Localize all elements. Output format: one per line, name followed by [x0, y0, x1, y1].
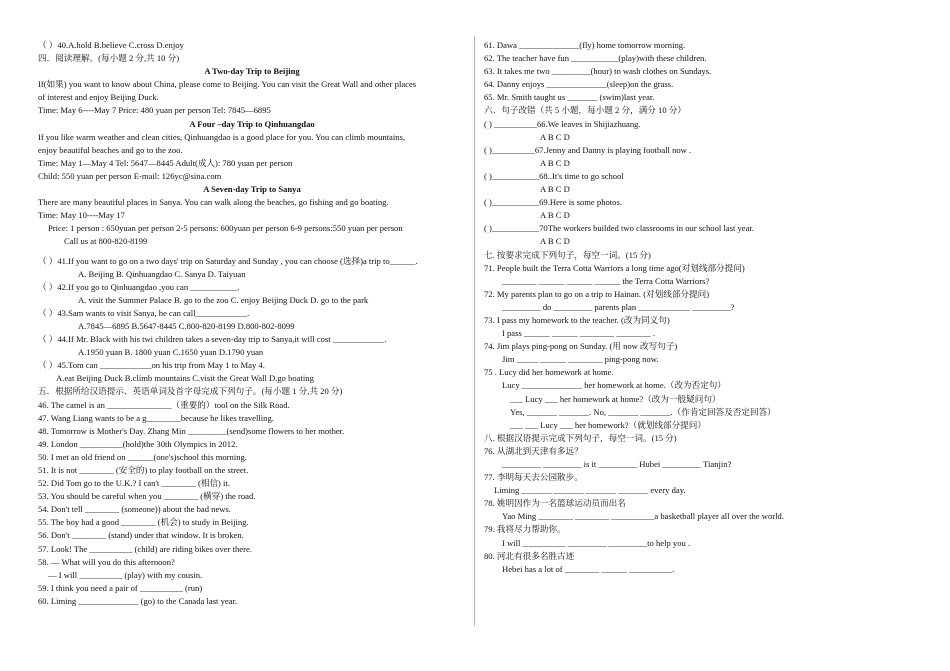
text-line: Time: May 10----May 17 — [38, 210, 125, 221]
text-line: ( )___________68..It's time to go school — [484, 170, 624, 181]
text-line: Liming _______ _______ _______ _______ every day. — [494, 485, 686, 496]
text-line: 48. Tomorrow is Mother's Day. Zhang Min _________(send)some flowers to her mother. — [38, 425, 345, 436]
text-line: 73. I pass my homework to the teacher. (改为同义句) — [484, 314, 670, 325]
text-line: A. visit the Summer Palace B. go to the zoo C. enjoy Beijing Duck D. go to the park — [78, 294, 369, 305]
text-line: A B C D — [540, 236, 570, 247]
text-line: 47. Wang Liang wants to be a g________because he likes travelling. — [38, 412, 274, 423]
passage-title: A Four –day Trip to Qinhuangdao — [189, 118, 315, 129]
text-line: 74. Jim plays ping-pong on Sunday. (用 now 改写句子) — [484, 341, 678, 352]
text-line: 八. 根据汉语提示完成下列句子，每空一词。(15 分) — [484, 432, 677, 443]
text-line: There are many beautiful places in Sanya. You can walk along the beaches, go fishing and go boating. — [38, 197, 389, 208]
text-line: （ ）40.A.hold B.believe C.cross D.enjoy — [38, 40, 184, 50]
text-line: 50. I met an old friend on ______(one's)school this morning. — [38, 451, 247, 462]
text-line: 77. 李明每天去公园散步。 — [484, 472, 583, 483]
text-line: 72. My parents plan to go on a trip to Hainan. (对划线部分提问) — [484, 288, 710, 299]
text-line: Yes, _______ _______. No, _______ _______.（作肯定回答及否定回答） — [510, 406, 776, 417]
text-line: A. Beijing B. Qinhuangdao C. Sanya D. Taiyuan — [78, 268, 246, 279]
text-line: A.1950 yuan B. 1800 yuan C.1650 yuan D.1790 yuan — [78, 347, 264, 358]
text-line: 56. Don't ________ (stand) under that window. It is broken. — [38, 530, 244, 541]
text-line: 59. I think you need a pair of __________ (run) — [38, 582, 203, 593]
text-line: 53. You should be careful when you ________ (横穿) the road. — [38, 491, 256, 502]
text-line: 60. Liming ______________ (go) to the Canada last year. — [38, 595, 238, 606]
text-line: （ ）42.If you go to Qinhuangdao ,you can ___________. — [38, 281, 240, 292]
text-line: I pass ______ ______ ________ ________ . — [502, 328, 656, 339]
text-line: Call us at 800-820-8199 — [64, 236, 148, 247]
text-line: of interest and enjoy Beijing Duck. — [38, 92, 159, 103]
text-line: A.7845—6895 B.5647-8445 C.800-820-8199 D.800-802-8099 — [78, 320, 295, 331]
text-line: （ ）43.Sam wants to visit Sanya, he can call____________. — [38, 307, 250, 318]
text-line: 63. It takes me two _________(hour) to wash clothes on Sundays. — [484, 66, 712, 77]
text-line: ________ ______ ______ ______ the Terra Cotta Warriors? — [502, 275, 710, 286]
column-divider — [474, 36, 475, 626]
text-line: （ ）45.Tom can ____________on his trip from May 1 to May 4. — [38, 360, 265, 371]
text-line: A B C D — [540, 184, 570, 195]
text-line: 52. Did Tom go to the U.K.? I can't ________ (相信) it. — [38, 478, 230, 489]
text-line: 75 . Lucy did her homework at home. — [484, 367, 614, 378]
text-line: 七. 按要求完成下列句子，每空一词。(15 分) — [484, 249, 651, 260]
text-line: 四．阅读理解。(每小题 2 分,共 10 分) — [38, 53, 180, 64]
text-line: ( )___________69.Here is some photos. — [484, 197, 622, 208]
text-line: 61. Dawa ______________(fly) home tomorrow morning. — [484, 40, 686, 50]
text-line: Time: May 6----May 7 Price: 480 yuan per person Tel: 7845—6895 — [38, 105, 271, 116]
text-line: ( )__________67.Jenny and Danny is playing football now . — [484, 144, 692, 155]
text-line: _________ _________ is it _________ Hubei _________ Tianjin? — [502, 459, 732, 469]
text-line: 80. 河北有很多名胜古迹 — [484, 550, 575, 561]
text-line: 49. London __________(hold)the 30th Olympics in 2012. — [38, 438, 238, 449]
text-line: 79. 我将尽力帮助你。 — [484, 524, 566, 535]
text-line: A.eat Beijing Duck B.climb mountains C.visit the Great Wall D.go boating — [56, 373, 314, 384]
text-line: ___ ___ Lucy ___ her homework?（就划线部分提问） — [510, 419, 706, 430]
text-line: Time: May 1—May 4 Tel: 5647—8445 Adult(成人): 780 yuan per person — [38, 157, 293, 168]
text-line: Child: 550 yuan per person E-mail: 126yc@sina.com — [38, 170, 222, 181]
text-line: If you like warm weather and clean cities, Qinhuangdao is a good place for you. You can climb mountains, — [38, 131, 406, 142]
text-line: 76. 从湖北到天津有多远？ — [484, 445, 583, 456]
text-line: I will __________ _________ _________to help you . — [502, 537, 691, 548]
text-line: 六、句子改错（共 5 小题，每小题 2 分，满分 10 分） — [484, 105, 686, 116]
text-line: 46. The camel is an _______________（重要的）tool on the Silk Road. — [38, 399, 290, 410]
text-line: Jim _____ ______ ________ ping-pong now. — [502, 354, 659, 365]
text-line: A B C D — [540, 131, 570, 142]
text-line: 65. Mr. Smith taught us _______ (swim)last year. — [484, 92, 655, 103]
text-line: （ ）44.If Mr. Black with his twi children takes a seven-day trip to Sanya,it will cost ____________. — [38, 334, 387, 345]
text-line: Yao Ming ________ ________ __________a basketball player all over the world. — [502, 511, 784, 522]
right-column — [484, 39, 924, 576]
text-line: ___ Lucy ___ her homework at home?（改为一般疑问句） — [510, 393, 721, 404]
text-line: ( ) __________66.We leaves in Shijiazhuang. — [484, 118, 641, 129]
passage-title: A Two-day Trip to Beijing — [204, 66, 300, 77]
text-line: 五．根据所给汉语提示、英语单词及首字母完成下列句子。(每小题 1 分,共 20 分) — [38, 386, 343, 397]
text-line: A B C D — [540, 210, 570, 221]
text-line: 51. It is not ________ (安全的) to play football on the street. — [38, 465, 249, 475]
text-line: Hebei has a lot of ________ ______ __________. — [502, 563, 675, 574]
text-line: ( )___________70The workers builded two classrooms in our school last year. — [484, 223, 754, 234]
text-line: 64. Danny enjoys ______________(sleep)on the grass. — [484, 79, 674, 90]
left-column — [38, 39, 466, 608]
text-line: A B C D — [540, 157, 570, 168]
text-line: 55. The boy had a good ________ (机会) to study in Beijing. — [38, 517, 249, 528]
text-line: 71. People built the Terra Cotta Warriors a long time ago(对划线部分提问) — [484, 262, 745, 273]
text-line: 78. 姚明因作为一名篮球运动员而出名 — [484, 498, 626, 509]
text-line: 62. The teacher have fun ___________(play)with these children. — [484, 53, 707, 64]
text-line: 57. Look! The __________ (child) are riding bikes over there. — [38, 543, 252, 554]
text-line: If(如果) you want to know about China, please come to Beijing. You can visit the Great Wall and other places — [38, 79, 417, 90]
text-line: — I will __________ (play) with my cousin. — [48, 569, 203, 580]
text-line: （ ）41.If you want to go on a two days' trip on Saturday and Sunday , you can choose (选择)a trip to______. — [38, 255, 418, 266]
text-line: enjoy beautiful beaches and go to the zoo. — [38, 144, 183, 155]
text-line: _________ do _________ parents plan ____________ _________? — [502, 301, 735, 312]
passage-title: A Seven-day Trip to Sanya — [203, 184, 301, 195]
text-line: 54. Don't tell ________ (someone)) about the bad news. — [38, 504, 231, 515]
text-line: Price: 1 person : 650yuan per person 2-5 persons: 600yuan per person 6-9 persons:550 yuan per person — [48, 223, 403, 234]
text-line: 58. — What will you do this afternoon? — [38, 556, 175, 567]
text-line: Lucy ______________ her homework at home.（改为否定句） — [502, 380, 726, 391]
